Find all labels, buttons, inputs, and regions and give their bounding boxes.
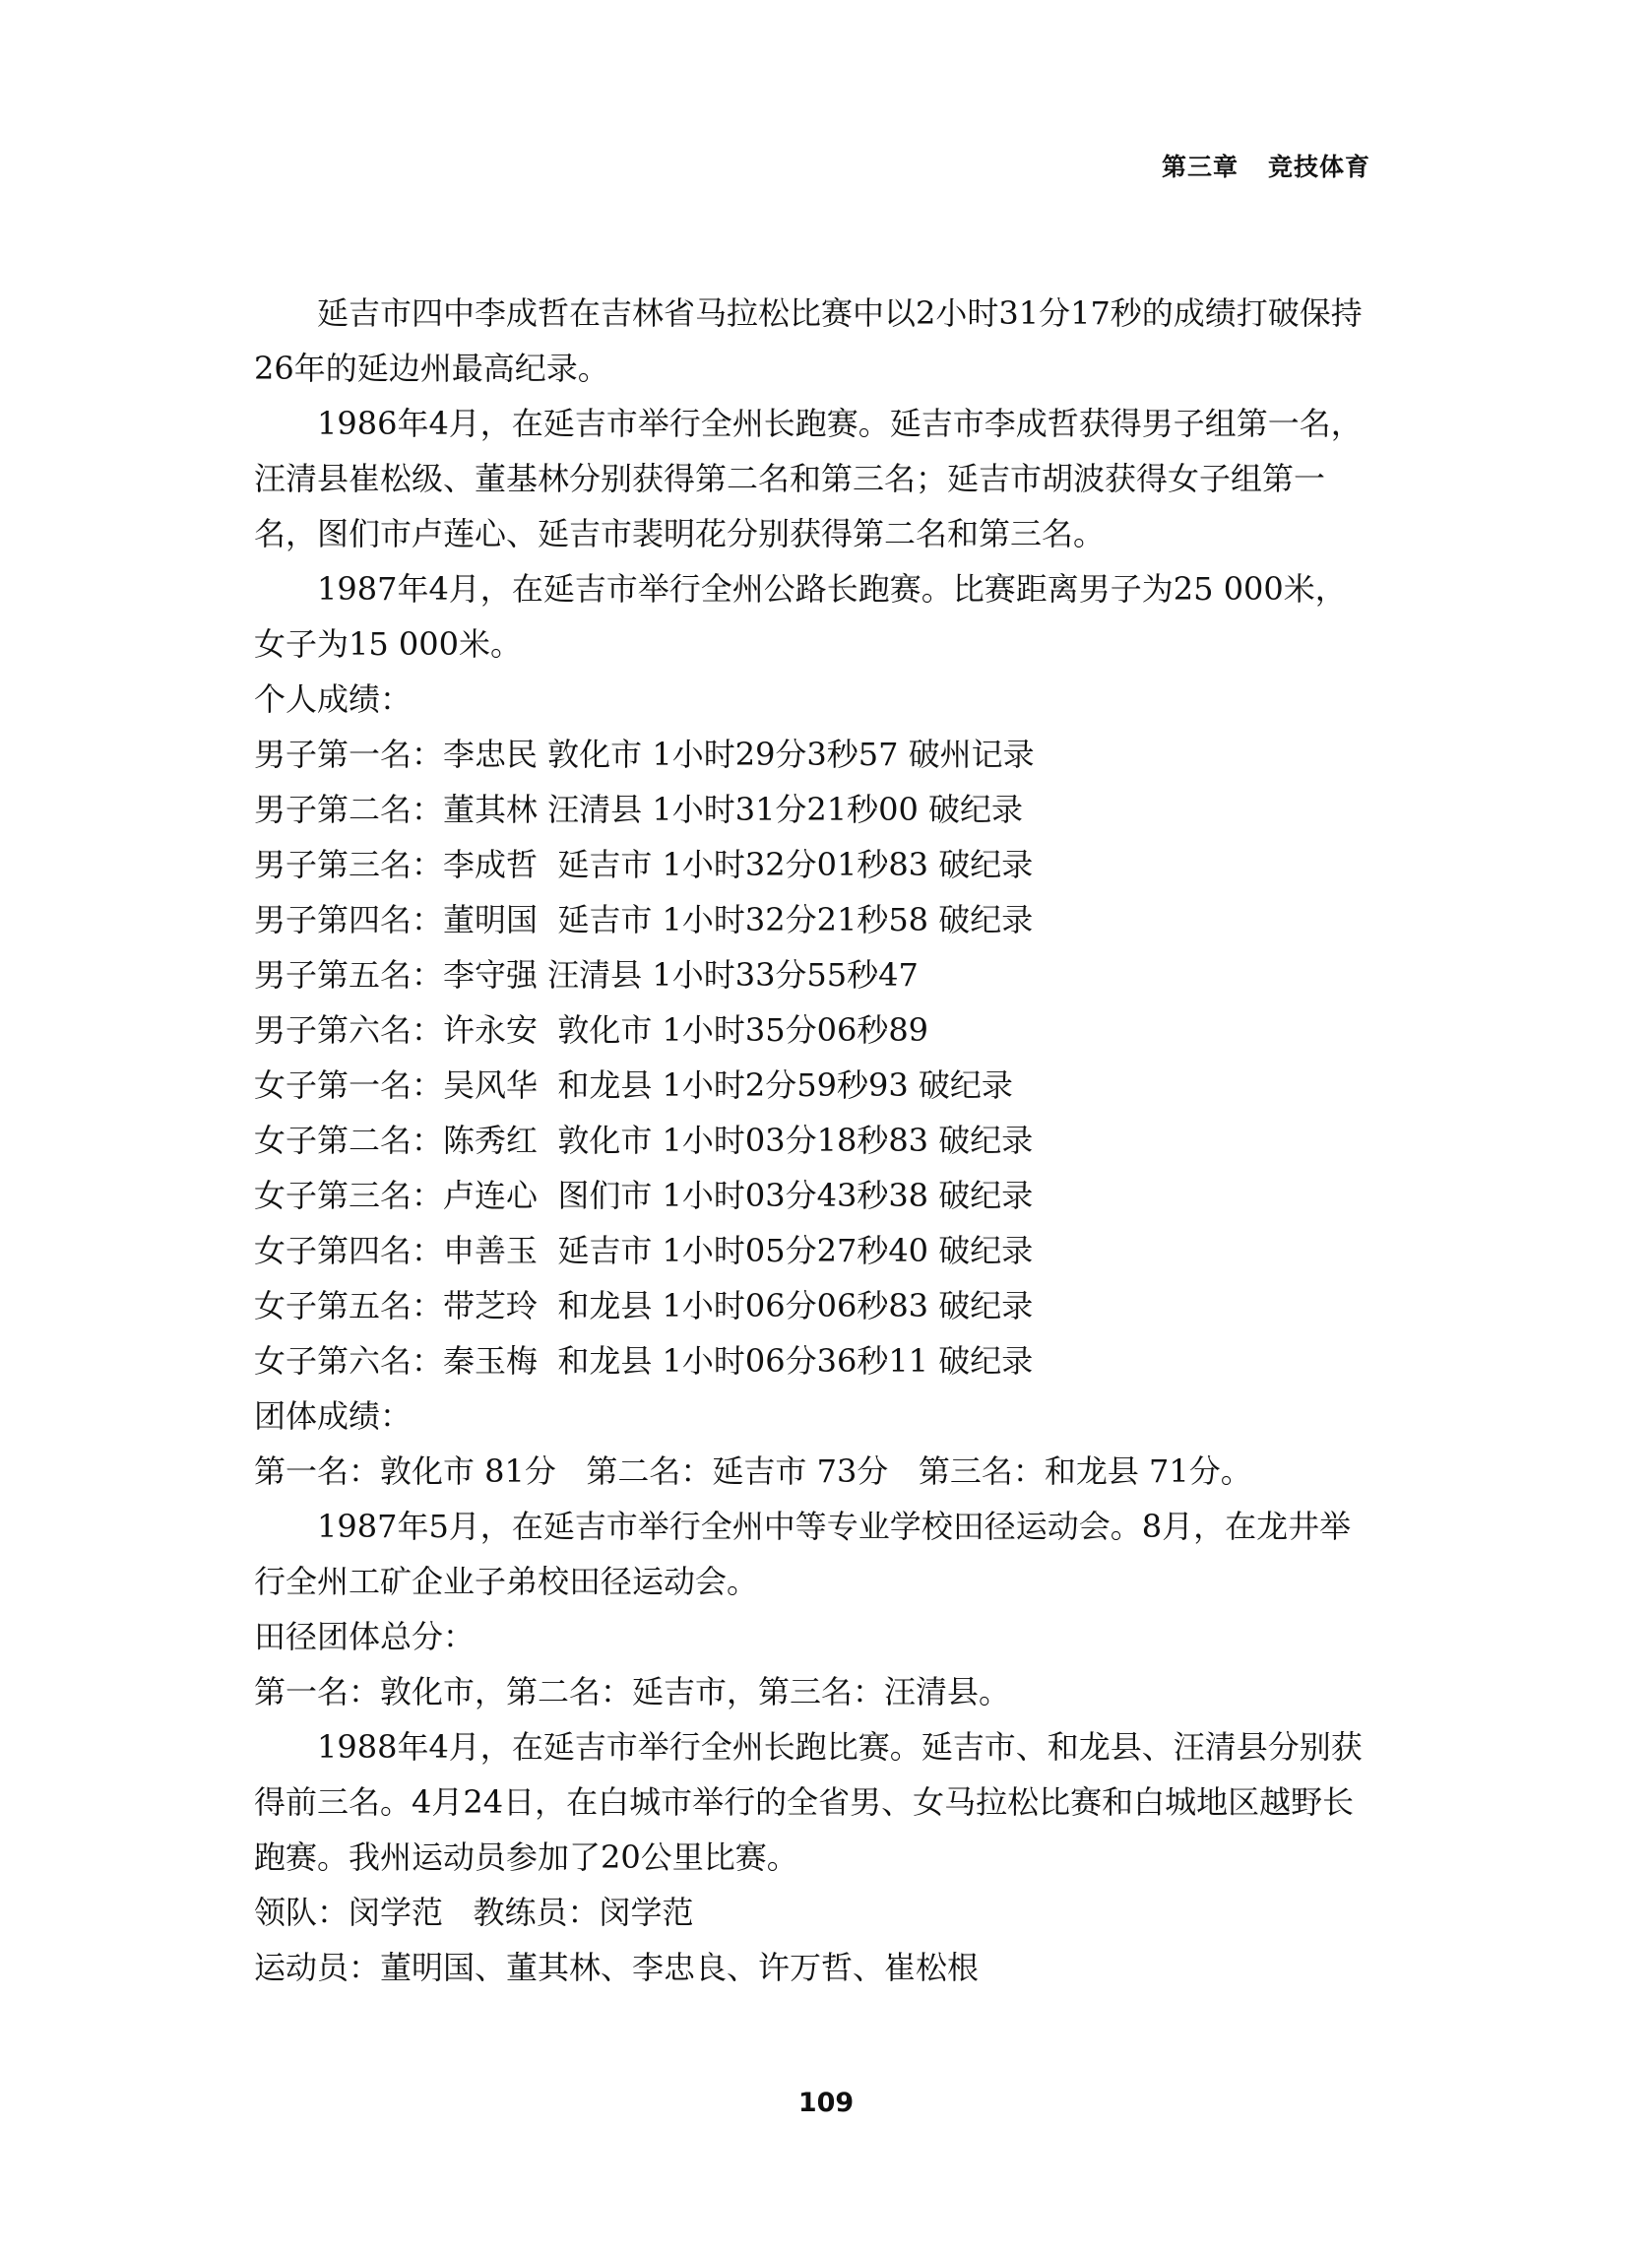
athletes-line: 运动员：董明国、董其林、李忠良、许万哲、崔松根 <box>254 1949 980 1986</box>
paragraph-1987-may: 1987年5月，在延吉市举行全州中等专业学校田径运动会。8月，在龙井举行全州工矿企业子弟校田径运动会。 <box>254 1508 1352 1600</box>
paragraph-intro: 延吉市四中李成哲在吉林省马拉松比赛中以2小时31分17秒的成绩打破保持26年的延边州最高纪录。 <box>254 294 1363 387</box>
track-team-results: 第一名：敦化市，第二名：延吉市，第三名：汪清县。 <box>254 1673 1011 1710</box>
result-line: 男子第三名：李成哲 延吉市 1小时32分01秒83 破纪录 <box>254 846 1034 883</box>
chapter-title: 竞技体育 <box>1267 153 1370 181</box>
page-body <box>254 286 1376 1995</box>
paragraph-1988: 1988年4月，在延吉市举行全州长跑比赛。延吉市、和龙县、汪清县分别获得前三名。4月24日，在白城市举行的全省男、女马拉松比赛和白城地区越野长跑赛。我州运动员参加了20公里比赛。 <box>254 1728 1363 1876</box>
page-number: 109 <box>797 2088 855 2118</box>
result-line: 女子第三名：卢连心 图们市 1小时03分43秒38 破纪录 <box>254 1177 1034 1214</box>
track-team-heading: 田径团体总分： <box>254 1618 476 1655</box>
running-header <box>1162 148 1370 183</box>
result-line: 女子第四名：申善玉 延吉市 1小时05分27秒40 破纪录 <box>254 1232 1034 1269</box>
paragraph-1986: 1986年4月，在延吉市举行全州长跑赛。延吉市李成哲获得男子组第一名，汪清县崔松级、董基林分别获得第二名和第三名；延吉市胡波获得女子组第一名，图们市卢莲心、延吉市裴明花分别获得第二名和第三名。 <box>254 405 1363 552</box>
team-leaders-line: 领队：闵学范 教练员：闵学范 <box>254 1894 694 1931</box>
individual-results-heading: 个人成绩： <box>254 680 413 718</box>
result-line: 女子第五名：带芝玲 和龙县 1小时06分06秒83 破纪录 <box>254 1287 1034 1324</box>
team-results-line: 第一名：敦化市 81分 第二名：延吉市 73分 第三名：和龙县 71分。 <box>254 1452 1252 1490</box>
team-results-heading: 团体成绩： <box>254 1397 413 1435</box>
chapter-label: 第三章 <box>1161 153 1239 181</box>
result-line: 男子第六名：许永安 敦化市 1小时35分06秒89 <box>254 1011 929 1049</box>
result-line: 男子第四名：董明国 延吉市 1小时32分21秒58 破纪录 <box>254 901 1034 938</box>
result-line: 男子第二名：董其林 汪清县 1小时31分21秒00 破纪录 <box>254 791 1024 828</box>
paragraph-1987-april: 1987年4月，在延吉市举行全州公路长跑赛。比赛距离男子为25 000米，女子为15 000米。 <box>254 570 1347 663</box>
result-line: 女子第六名：秦玉梅 和龙县 1小时06分36秒11 破纪录 <box>254 1342 1034 1380</box>
result-line: 男子第五名：李守强 汪清县 1小时33分55秒47 <box>254 956 919 994</box>
result-line: 男子第一名：李忠民 敦化市 1小时29分3秒57 破州记录 <box>254 736 1035 773</box>
result-line: 女子第一名：吴风华 和龙县 1小时2分59秒93 破纪录 <box>254 1066 1013 1104</box>
result-line: 女子第二名：陈秀红 敦化市 1小时03分18秒83 破纪录 <box>254 1122 1034 1159</box>
